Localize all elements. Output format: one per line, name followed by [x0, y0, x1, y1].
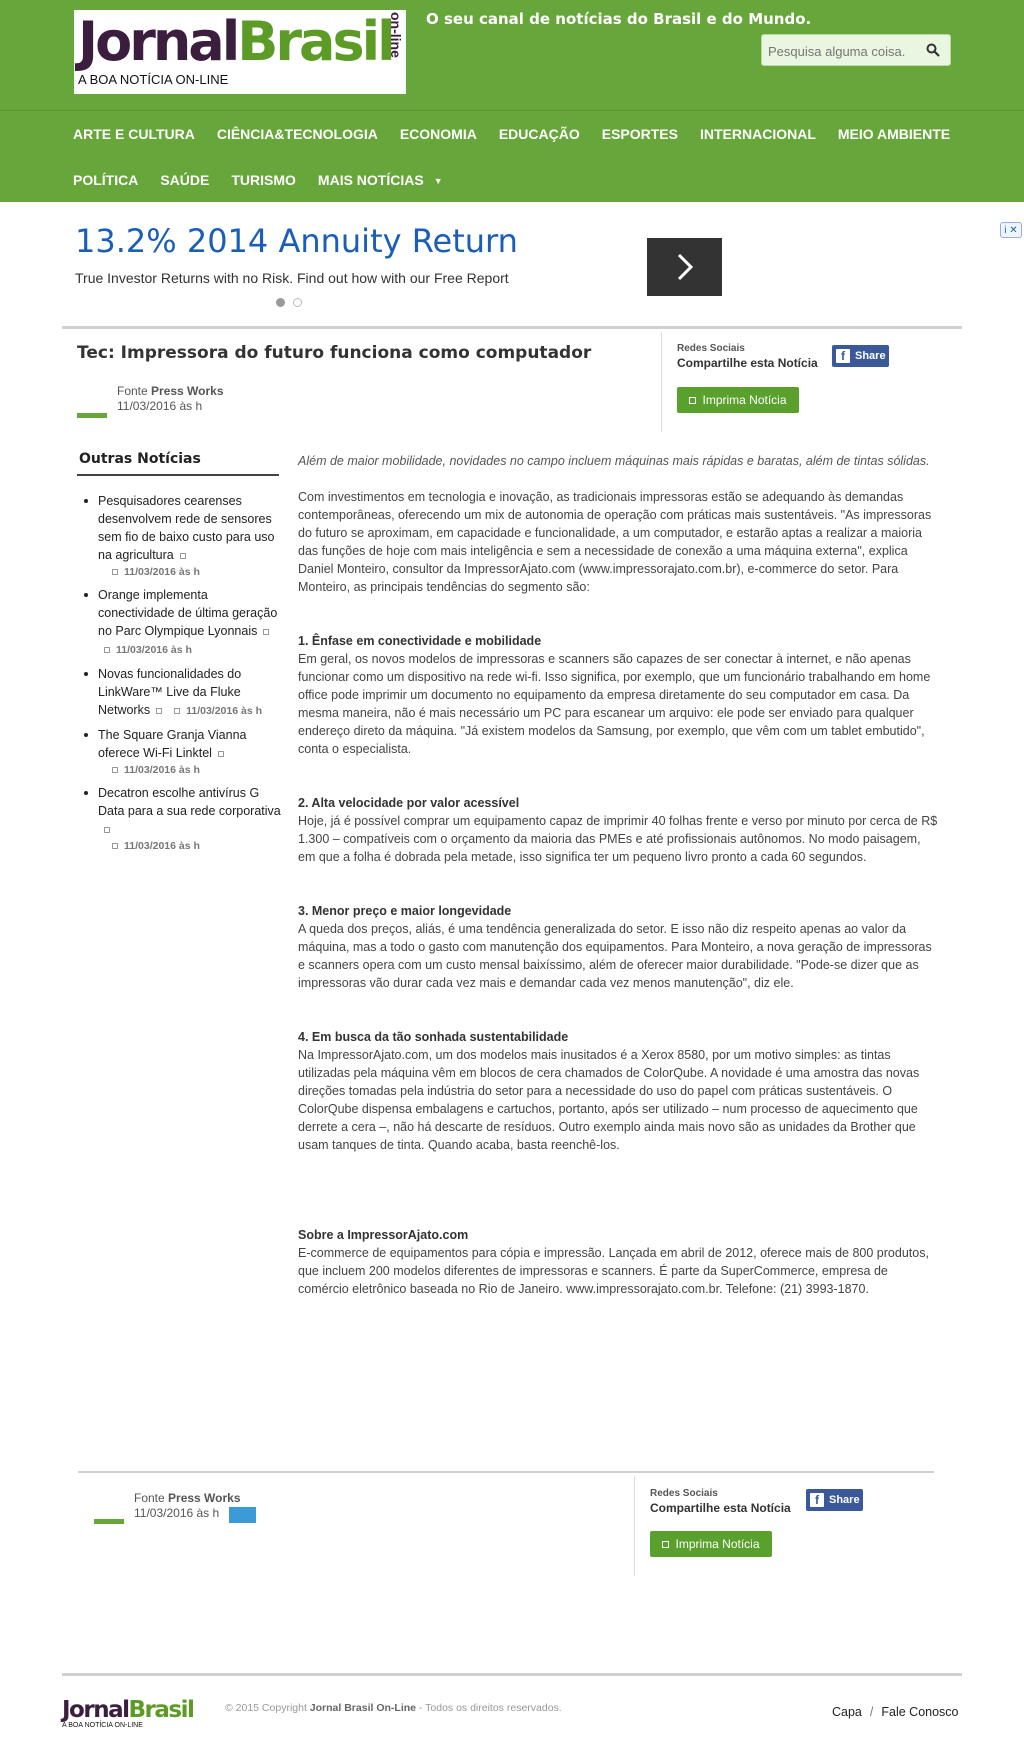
site-logo[interactable] — [74, 10, 406, 94]
section-heading: 1. Ênfase em conectividade e mobilidade — [298, 634, 542, 648]
facebook-share-button[interactable] — [832, 345, 889, 367]
about-text: E-commerce de equipamentos para cópia e impressão. Lançada em abril de 2012, oferece mais de 800 produtos, que incluem 200 modelos diferentes de impressoras e scanners. É parte da SuperCommerce, empresa de comércio eletrônico baseada no Rio de Janeiro. www.impressorajato.com.br. Telefone: (21) 3993-1870. — [298, 1246, 929, 1296]
news-title[interactable]: The Square Granja Vianna oferece Wi-Fi Linktel — [98, 728, 247, 760]
main-nav — [0, 110, 1024, 202]
print-icon — [689, 397, 696, 404]
link-icon — [263, 629, 269, 635]
copyright: © 2015 Copyright Jornal Brasil On-Line - Todos os direitos reservados. — [225, 1702, 562, 1714]
about-section — [298, 1226, 938, 1298]
nav-educacao[interactable]: EDUCAÇÃO — [498, 126, 580, 142]
facebook-icon: f — [836, 349, 850, 363]
footer-link-contato[interactable]: Fale Conosco — [881, 1705, 959, 1719]
news-date: 11/03/2016 às h — [98, 564, 282, 580]
source-label: Fonte — [134, 1491, 165, 1505]
list-item[interactable] — [82, 784, 282, 854]
article-date: 11/03/2016 às h — [134, 1506, 220, 1520]
logo-wordmark: JornalBrasil — [78, 10, 393, 73]
calendar-icon — [104, 647, 110, 653]
share-separator — [634, 1476, 635, 1576]
footer-logo-subtitle: A BOA NOTÍCIA ON-LINE — [62, 1722, 143, 1729]
footer-logo-wordmark: JornalBrasil — [62, 1697, 194, 1723]
nav-arte-cultura[interactable]: ARTE E CULTURA — [73, 126, 195, 142]
page-title: Tec: Impressora do futuro funciona como computador — [77, 343, 592, 363]
search-input[interactable] — [768, 41, 908, 61]
nav-economia[interactable]: ECONOMIA — [399, 126, 477, 142]
section-heading: 3. Menor preço e maior longevidade — [298, 904, 512, 918]
nav-row-1 — [62, 125, 961, 143]
search-box — [761, 34, 951, 66]
article-section — [298, 1028, 938, 1154]
copyright-brand[interactable]: Jornal Brasil On-Line — [309, 1702, 416, 1714]
search-button[interactable] — [916, 35, 950, 65]
section-heading: 4. Em busca da tão sonhada sustentabilidade — [298, 1030, 569, 1044]
source-label: Fonte — [117, 384, 148, 398]
facebook-share-label: Share — [855, 350, 886, 362]
footer-links — [832, 1705, 959, 1719]
article-lead: Além de maior mobilidade, novidades no campo incluem máquinas mais rápidas e baratas, além de tintas sólidas. — [298, 454, 930, 468]
print-button[interactable] — [677, 387, 799, 413]
ad-pagination — [276, 298, 302, 307]
ad-text[interactable]: True Investor Returns with no Risk. Find out how with our Free Report — [75, 270, 509, 286]
site-header — [0, 0, 1024, 110]
article-intro: Com investimentos em tecnologia e inovação, as tradicionais impressoras estão se adequando às demandas contemporâneas, oferecendo um mix de autonomia de operação com práticas mais sustentáveis. "As impressoras do futuro se aproximam, em capacidade e funcionalidade, a um computador, e estarão aptas a realizar a maioria das funções de hoje com mais inteligência e sem a necessidade de conexão a uma máquina externa", explica Daniel Monteiro, consultor da ImpressorAjato.com (www.impressorajato.com.br), e-commerce do setor. Para Monteiro, as principais tendências do segmento são: — [298, 490, 932, 594]
news-title[interactable]: Decatron escolhe antivírus G Data para a sua rede corporativa — [98, 786, 281, 818]
article-section — [298, 902, 938, 992]
site-tagline: O seu canal de notícias do Brasil e do Mundo. — [426, 10, 812, 28]
list-item[interactable] — [82, 586, 282, 659]
caret-down-icon: ▼ — [433, 176, 443, 187]
nav-mais-noticias[interactable] — [307, 171, 454, 190]
news-title[interactable]: Orange implementa conectividade de última geração no Parc Olympique Lyonnais — [98, 588, 278, 638]
print-button[interactable] — [650, 1531, 772, 1557]
footer-logo[interactable] — [62, 1696, 210, 1738]
nav-internacional[interactable]: INTERNACIONAL — [699, 126, 816, 142]
sidebar-news-list — [82, 492, 282, 860]
section-text: Hoje, já é possível comprar um equipamento capaz de imprimir 40 folhas frente e verso por minuto por cerca de R$ 1.300 – compatíveis com o orçamento da maioria das PMEs e até profissionais autônomos. No modo paisagem, em que a folha é dobrada pela metade, isso significa ter um pequeno livro pronto a cada 60 segundos. — [298, 814, 938, 864]
source-bar — [94, 1519, 124, 1524]
divider — [62, 326, 962, 329]
source-bar — [77, 413, 107, 418]
nav-turismo[interactable]: TURISMO — [231, 172, 296, 188]
ad-dot-1[interactable] — [276, 298, 285, 307]
ad-next-button[interactable] — [647, 238, 722, 296]
nav-esportes[interactable]: ESPORTES — [601, 126, 678, 142]
list-item[interactable] — [82, 665, 282, 720]
ad-title[interactable]: 13.2% 2014 Annuity Return — [75, 222, 518, 260]
print-icon — [662, 1541, 669, 1548]
source-name: Press Works — [151, 384, 224, 398]
about-heading: Sobre a ImpressorAjato.com — [298, 1228, 469, 1242]
print-label: Imprima Notícia — [702, 393, 787, 407]
print-label: Imprima Notícia — [675, 1537, 760, 1551]
facebook-icon: f — [810, 1493, 824, 1507]
link-icon — [104, 827, 110, 833]
chevron-right-icon — [676, 253, 694, 281]
nav-politica[interactable]: POLÍTICA — [73, 172, 139, 188]
nav-ciencia-tecnologia[interactable]: CIÊNCIA&TECNOLOGIA — [216, 126, 378, 142]
nav-row-2 — [62, 171, 454, 190]
share-sub: Compartilhe esta Notícia — [677, 356, 818, 370]
share-sub: Compartilhe esta Notícia — [650, 1501, 791, 1515]
share-label: Redes Sociais — [650, 1488, 718, 1499]
news-title[interactable]: Novas funcionalidades do LinkWare™ Live da Fluke Networks — [98, 667, 242, 717]
source-name: Press Works — [168, 1491, 241, 1505]
facebook-share-button[interactable] — [806, 1489, 863, 1511]
article-section — [298, 632, 938, 758]
news-title[interactable]: Pesquisadores cearenses desenvolvem rede de sensores sem fio de baixo custo para uso na agricultura — [98, 494, 275, 562]
logo-subtitle: A BOA NOTÍCIA ON-LINE — [78, 72, 229, 87]
calendar-icon — [112, 843, 118, 849]
ad-dot-2[interactable] — [293, 298, 302, 307]
calendar-icon — [112, 767, 118, 773]
article-date: 11/03/2016 às h — [117, 399, 203, 413]
source-line — [134, 1491, 241, 1505]
divider — [78, 1471, 934, 1473]
footer-link-separator: / — [869, 1705, 874, 1719]
link-icon — [180, 553, 186, 559]
sidebar-title: Outras Notícias — [79, 451, 201, 467]
section-text: Na ImpressorAjato.com, um dos modelos mais inusitados é a Xerox 8580, por um motivo simples: as tintas utilizadas pela máquina vêm em blocos de cera chamados de ColorQube. A novidade é uma amostra das novas direções tomadas pela indústria do setor para a necessidade do uso do papel com práticas sustentáveis. O ColorQube dispensa embalagens e cartuchos, portanto, após ser utilizado – num processo de aquecimento que derrete a cera –, não há descarte de resíduos. Outro exemplo ainda mais novo são as unidades da Brother que usam tanques de tinta. Quando acaba, basta reenchê-los. — [298, 1048, 920, 1152]
calendar-icon — [112, 569, 118, 575]
section-text: Em geral, os novos modelos de impressoras e scanners são capazes de ser conectar à internet, e não apenas funcionar como um dispositivo na rede wi-fi. Isso significa, por exemplo, que um funcionário trabalhando em home office pode imprimir um documento no equipamento da empresa diretamente do seu computador em casa. Da mesma maneira, não é mais necessário um PC para escanear um arquivo: ele pode ser enviado para qualquer endereço direto da máquina. "Já existem modelos da Samsung, por exemplo, que vêm com um tablet embutido", conta o especialista. — [298, 652, 931, 756]
facebook-share-label: Share — [829, 1494, 860, 1506]
sidebar-rule — [77, 474, 279, 476]
article-body — [298, 452, 938, 1316]
list-item[interactable] — [82, 492, 282, 580]
link-icon — [218, 751, 224, 757]
ad-info-icon[interactable]: i ✕ — [1000, 222, 1022, 238]
search-icon — [926, 43, 940, 57]
ad-banner — [0, 202, 1024, 322]
section-text: A queda dos preços, aliás, é uma tendência generalizada do setor. E isso não diz respeito apenas ao valor da máquina, mas a todo o gasto com manutenção dos equipamentos. Para Monteiro, a nova geração de impressoras e scanners opera com um custo mensal baixíssimo, além de oferecer maior durabilidade. "Pode-se dizer que as impressoras vão durar cada vez mais e demandar cada vez menos manutenção", diz ele. — [298, 922, 932, 990]
news-date: 11/03/2016 às h — [98, 838, 282, 854]
nav-saude[interactable]: SAÚDE — [160, 172, 210, 188]
share-separator — [661, 332, 662, 432]
news-date: 11/03/2016 às h — [168, 705, 262, 717]
calendar-icon — [174, 708, 180, 714]
nav-mais-noticias-label: MAIS NOTÍCIAS — [317, 172, 424, 188]
list-item[interactable] — [82, 726, 282, 778]
article-section — [298, 794, 938, 866]
nav-meio-ambiente[interactable]: MEIO AMBIENTE — [837, 126, 951, 142]
share-label: Redes Sociais — [677, 343, 745, 354]
section-heading: 2. Alta velocidade por valor acessível — [298, 796, 520, 810]
news-date: 11/03/2016 às h — [98, 762, 282, 778]
tweet-button[interactable] — [229, 1507, 256, 1523]
footer-link-capa[interactable]: Capa — [832, 1705, 862, 1719]
source-line — [117, 384, 224, 398]
news-date: 11/03/2016 às h — [98, 644, 192, 656]
logo-online: on-line — [388, 12, 404, 58]
link-icon — [156, 708, 162, 714]
footer-divider — [62, 1673, 962, 1676]
